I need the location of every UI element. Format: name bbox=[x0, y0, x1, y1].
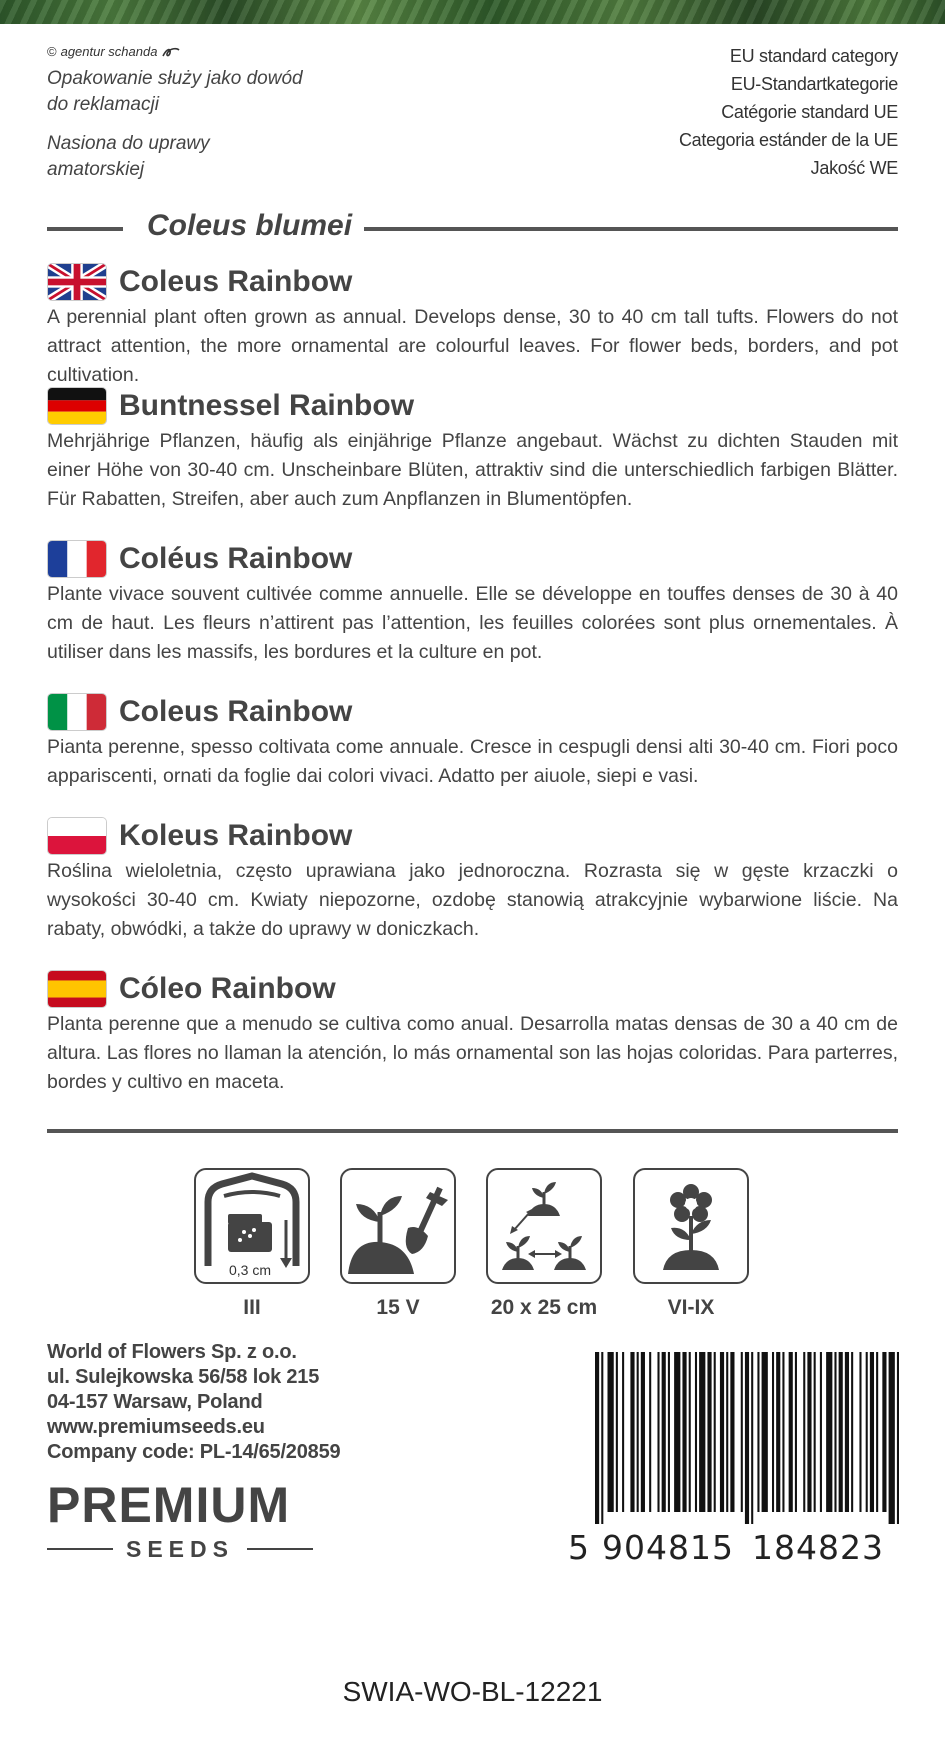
barcode-bar bbox=[803, 1352, 805, 1512]
text-polish: Roślina wieloletnia, często uprawiana jako jednoroczna. Rozrasta się w gęste krzaczki o wysokości 30-40 cm. Kwiaty niepozorne, ozdobę stanowią atrakcyjnie wybarwione liście. Na rabaty, obwódki, a także do uprawy w doniczkach. bbox=[47, 860, 898, 940]
barcode-digits-right: 184823 bbox=[752, 1528, 884, 1567]
barcode-bar bbox=[807, 1352, 811, 1512]
barcode-bar bbox=[601, 1352, 603, 1524]
barcode-bar bbox=[637, 1352, 639, 1512]
barcode-bar bbox=[889, 1352, 895, 1524]
sowing-month-label: III bbox=[243, 1296, 261, 1319]
planting-out-label: 15 V bbox=[376, 1296, 420, 1319]
spacing-label: 20 x 25 cm bbox=[490, 1296, 598, 1319]
amateur-note: Nasiona do uprawy amatorskiej bbox=[47, 133, 210, 180]
barcode-bar bbox=[866, 1352, 868, 1512]
brand-sub-text: SEEDS bbox=[126, 1536, 234, 1562]
barcode-bar bbox=[757, 1352, 759, 1512]
barcode-bar bbox=[707, 1352, 711, 1512]
eu-category-de: EU-Standartkategorie bbox=[730, 74, 898, 94]
barcode-bar bbox=[682, 1352, 686, 1512]
barcode-bar bbox=[820, 1352, 822, 1512]
barcode-bar bbox=[745, 1352, 749, 1524]
barcode-bar bbox=[834, 1352, 836, 1512]
flowering-icon bbox=[633, 1168, 749, 1284]
barcode-bar bbox=[607, 1352, 613, 1512]
barcode-bar bbox=[674, 1352, 680, 1512]
brand-logo-main: PREMIUM bbox=[47, 1477, 291, 1533]
sowing-depth-label: 0,3 cm bbox=[228, 1262, 272, 1278]
barcode-bar bbox=[772, 1352, 774, 1512]
brand-logo-sub bbox=[47, 1536, 313, 1562]
barcode-bar bbox=[782, 1352, 784, 1512]
uk-flag-icon bbox=[47, 263, 107, 301]
barcode-bar bbox=[657, 1352, 659, 1512]
eu-category-en: EU standard category bbox=[729, 46, 898, 66]
flowering-label: VI-IX bbox=[667, 1296, 715, 1319]
germany-flag-icon bbox=[47, 387, 107, 425]
barcode-bar bbox=[630, 1352, 634, 1512]
barcode-bar bbox=[662, 1352, 666, 1512]
product-code: SWIA-WO-BL-12221 bbox=[342, 1676, 603, 1707]
eu-category-pl: Jakość WE bbox=[810, 158, 898, 178]
title-french: Coléus Rainbow bbox=[119, 542, 353, 575]
company-code: Company code: PL-14/65/20859 bbox=[47, 1441, 341, 1463]
barcode-bar bbox=[776, 1352, 780, 1512]
complaint-note: Opakowanie służy jako dowód do reklamacji bbox=[47, 68, 303, 115]
barcode-bar bbox=[616, 1352, 618, 1512]
signature-icon bbox=[161, 46, 181, 58]
text-spanish: Planta perenne que a menudo se cultiva como anual. Desarrolla matas densas de 30 a 40 cm de altura. Las flores no llaman la atención, lo más ornamental son las hojas coloridas. Para parterres, bordes y cultivo en maceta. bbox=[47, 1013, 898, 1093]
text-english: A perennial plant often grown as annual. Develops dense, 30 to 40 cm tall tufts. Flowers do not attract attention, the more ornamental are colourful leaves. For flower beds, borders, and pot cultivation. bbox=[47, 306, 898, 386]
barcode-bar bbox=[649, 1352, 651, 1512]
france-flag-icon bbox=[47, 540, 107, 578]
company-name: World of Flowers Sp. z o.o. bbox=[47, 1341, 297, 1363]
text-french: Plante vivace souvent cultivée comme annuelle. Elle se développe en touffes denses de 30 à 40 cm de haut. Les fleurs n’attirent pas l’attention, les feuilles colorées sont plus ornementales. À utiliser dans les massifs, les bordures et la culture en pot. bbox=[47, 583, 898, 663]
barcode-bar bbox=[814, 1352, 816, 1512]
barcode-bar bbox=[695, 1352, 697, 1512]
barcode-bar bbox=[826, 1352, 832, 1512]
title-italian: Coleus Rainbow bbox=[119, 695, 353, 728]
barcode-bar bbox=[762, 1352, 768, 1512]
section-spanish bbox=[47, 969, 898, 1097]
eu-category-fr: Catégorie standard UE bbox=[721, 102, 898, 122]
divider-left bbox=[47, 227, 123, 231]
title-polish: Koleus Rainbow bbox=[119, 819, 353, 852]
barcode-bar bbox=[714, 1352, 716, 1512]
eu-category-block bbox=[679, 42, 898, 182]
barcode-bar bbox=[882, 1352, 886, 1512]
barcode-bar bbox=[789, 1352, 793, 1512]
divider-right bbox=[351, 227, 898, 231]
section-german bbox=[47, 386, 898, 514]
section-divider bbox=[47, 1129, 898, 1133]
barcode-bar bbox=[726, 1352, 728, 1512]
barcode-bar bbox=[730, 1352, 734, 1512]
text-german: Mehrjährige Pflanzen, häufig als einjährige Pflanze angebaut. Wächst zu dichten Stauden mit einer Höhe von 30-40 cm. Unscheinbare Blüten, attraktiv sind die unterschiedlich farbigen Blätter. Für Rabatten, Streifen, aber auch zum Anpflanzen in Blumentöpfen. bbox=[47, 430, 898, 510]
section-italian bbox=[47, 692, 898, 791]
title-english: Coleus Rainbow bbox=[119, 265, 353, 298]
company-city: 04-157 Warsaw, Poland bbox=[47, 1391, 263, 1413]
barcode-bar bbox=[845, 1352, 849, 1512]
spain-flag-icon bbox=[47, 970, 107, 1008]
poland-flag-icon bbox=[47, 817, 107, 855]
barcode-bar bbox=[795, 1352, 797, 1512]
agentur-name: agentur schanda bbox=[60, 44, 158, 59]
barcode-bar bbox=[699, 1352, 705, 1512]
barcode-digits-left: 904815 bbox=[602, 1528, 734, 1567]
title-spanish: Cóleo Rainbow bbox=[119, 972, 336, 1005]
section-polish bbox=[47, 816, 898, 944]
barcode-bar bbox=[751, 1352, 753, 1524]
greenhouse-sowing-icon bbox=[194, 1168, 310, 1284]
copyright-icon: © bbox=[47, 44, 57, 59]
barcode-bar bbox=[622, 1352, 624, 1512]
barcode-bar bbox=[720, 1352, 724, 1512]
barcode-bar bbox=[689, 1352, 691, 1512]
barcode-bar bbox=[870, 1352, 874, 1512]
company-info bbox=[47, 1340, 340, 1465]
company-street: ul. Sulejkowska 56/58 lok 215 bbox=[47, 1366, 320, 1388]
company-website: www.premiumseeds.eu bbox=[47, 1416, 265, 1438]
species-name: Coleus blumei bbox=[135, 209, 364, 243]
barcode-bar bbox=[859, 1352, 861, 1512]
barcode-bar bbox=[741, 1352, 743, 1512]
barcode-bar bbox=[668, 1352, 670, 1512]
barcode-bar bbox=[595, 1352, 599, 1524]
barcode-bar bbox=[641, 1352, 645, 1512]
text-italian: Pianta perenne, spesso coltivata come annuale. Cresce in cespugli densi alti 30-40 cm. Fiori poco appariscenti, ornati da foglie dai colori vivaci. Adatto per aiuole, siepi e vasi. bbox=[47, 736, 898, 787]
planting-out-icon bbox=[340, 1168, 456, 1284]
header-foliage-strip bbox=[0, 0, 945, 24]
italy-flag-icon bbox=[47, 693, 107, 731]
barcode bbox=[595, 1352, 899, 1524]
agentur-credit bbox=[47, 44, 181, 59]
barcode-digit-first: 5 bbox=[568, 1528, 589, 1567]
section-french bbox=[47, 539, 898, 667]
eu-category-es: Categoria estánder de la UE bbox=[678, 130, 898, 150]
spacing-icon bbox=[486, 1168, 602, 1284]
barcode-bar bbox=[851, 1352, 853, 1512]
section-english bbox=[47, 262, 898, 390]
barcode-bar bbox=[839, 1352, 843, 1512]
species-heading bbox=[47, 205, 898, 245]
barcode-bar bbox=[876, 1352, 878, 1512]
title-german: Buntnessel Rainbow bbox=[119, 389, 415, 422]
barcode-bar bbox=[897, 1352, 899, 1524]
